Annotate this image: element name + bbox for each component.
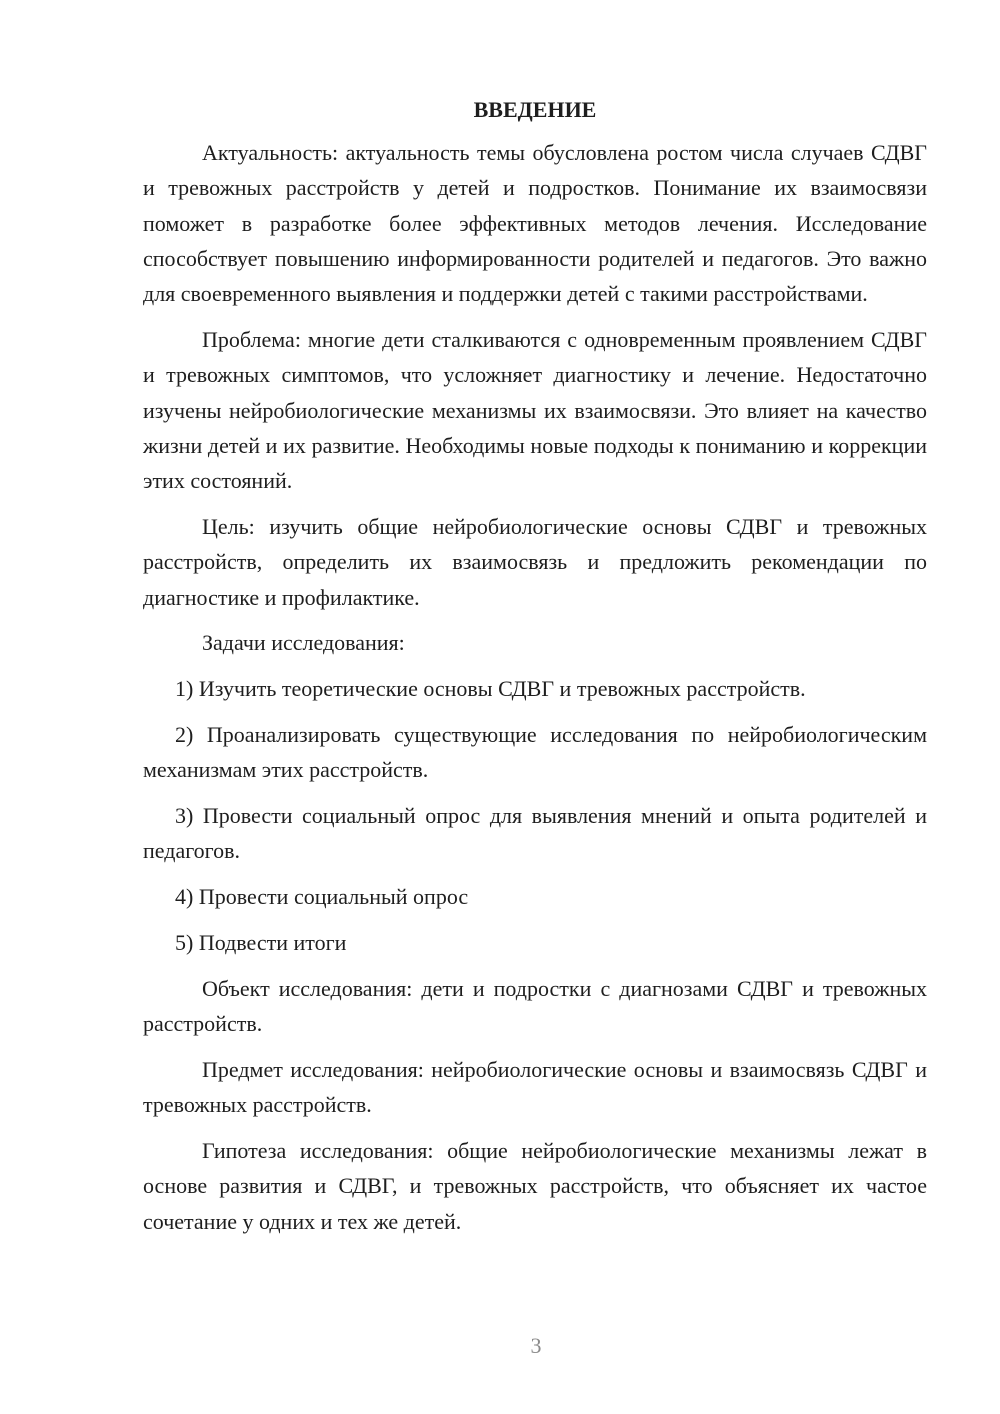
task-item: 1) Изучить теоретические основы СДВГ и тревожных расстройств. xyxy=(175,676,806,702)
paragraph-goal: Цель: изучить общие нейробиологические основы СДВГ и тревожных расстройств, определить их взаимосвязь и предложить рекомендации по диагностике и профилактике. xyxy=(143,513,927,610)
paragraph-problem: Проблема: многие дети сталкиваются с одновременным проявлением СДВГ и тревожных симптомов, что усложняет диагностику и лечение. Недостаточно изучены нейробиологические механизмы их взаимосвязи. Это влияет на качество жизни детей и их развитие. Необходимы новые подходы к пониманию и коррекции этих состояний. xyxy=(143,326,927,494)
task-item: 3) Провести социальный опрос для выявления мнений и опыта родителей и педагогов. xyxy=(143,803,927,864)
paragraph-object: Объект исследования: дети и подростки с диагнозами СДВГ и тревожных расстройств. xyxy=(143,975,927,1037)
section-title: ВВЕДЕНИЕ xyxy=(473,97,597,122)
task-item: 2) Проанализировать существующие исследования по нейробиологическим механизмам этих расстройств. xyxy=(143,721,927,783)
paragraph-hypothesis: Гипотеза исследования: общие нейробиологические механизмы лежат в основе развития и СДВГ, и тревожных расстройств, что объясняет их частое сочетание у одних и тех же детей. xyxy=(143,1137,927,1234)
task-item: 5) Подвести итоги xyxy=(175,929,347,955)
page-content xyxy=(143,92,927,1249)
task-item: 4) Провести социальный опрос xyxy=(175,884,469,910)
page-number: 3 xyxy=(530,1333,542,1358)
paragraph-relevance: Актуальность: актуальность темы обусловлена ростом числа случаев СДВГ и тревожных расстройств у детей и подростков. Понимание их взаимосвязи поможет в разработке более эффективных методов лечения. Исследование способствует повышению информированности родителей и педагогов. Это важно для своевременного выявления и поддержки детей с такими расстройствами. xyxy=(143,140,927,307)
tasks-heading: Задачи исследования: xyxy=(202,630,405,656)
paragraph-subject: Предмет исследования: нейробиологические основы и взаимосвязь СДВГ и тревожных расстройств. xyxy=(143,1056,927,1118)
